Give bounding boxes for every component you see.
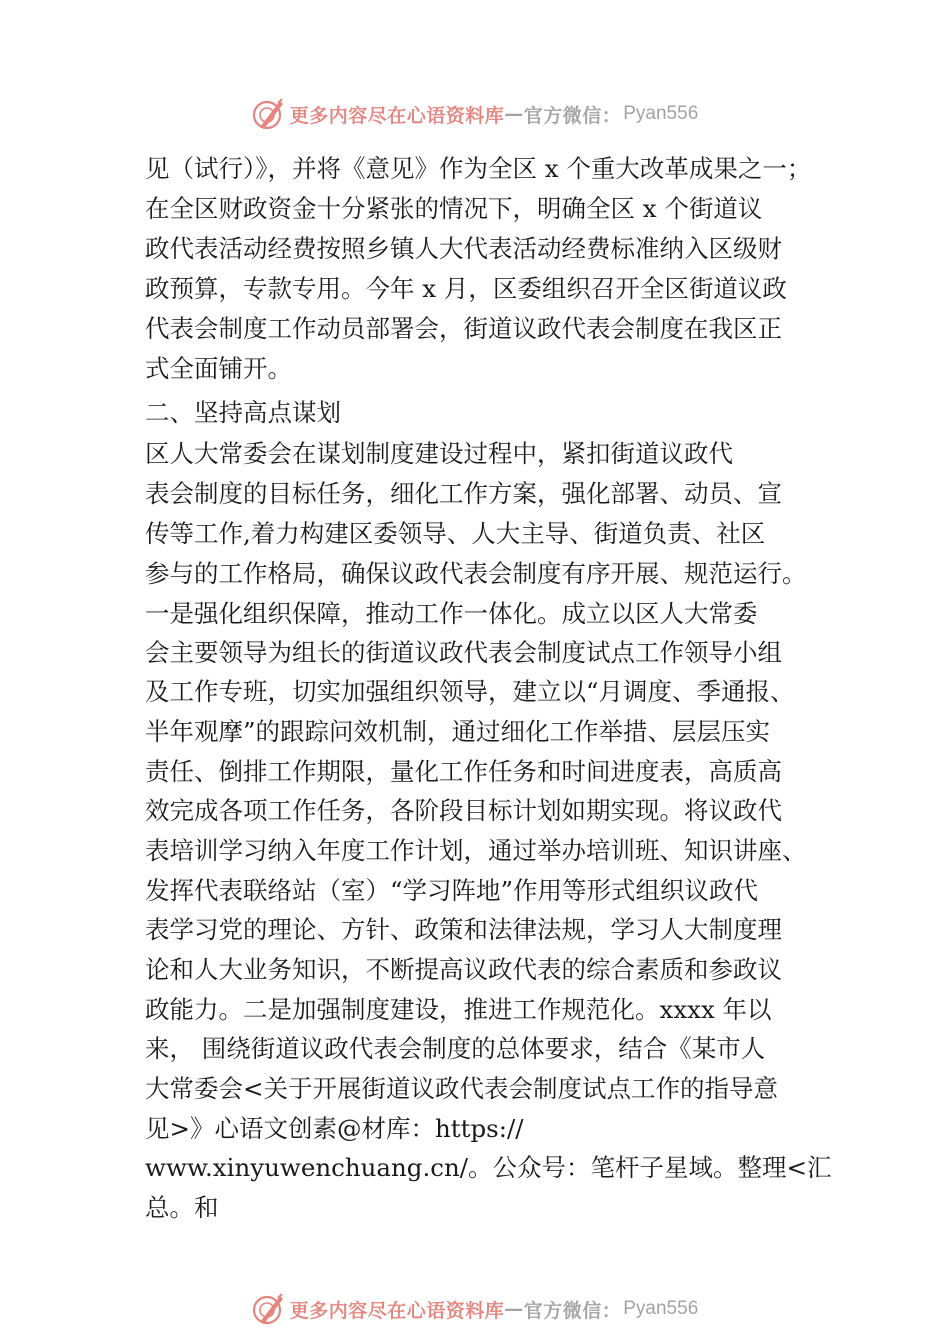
body-line: 在全区财政资金十分紧张的情况下，明确全区 x 个街道议 xyxy=(145,194,763,223)
body-line: 表学习党的理论、方针、政策和法律法规，学习人大制度理 xyxy=(145,915,782,944)
body-line: 表培训学习纳入年度工作计划，通过举办培训班、知识讲座、 xyxy=(145,836,807,865)
body-line: 大常委会<关于开展街道议政代表会制度试点工作的指导意 xyxy=(145,1074,779,1103)
body-line: 责任、倒排工作期限，量化工作任务和时间进度表，高质高 xyxy=(145,757,782,786)
body-line: 代表会制度工作动员部署会，街道议政代表会制度在我区正 xyxy=(145,314,782,343)
watermark-wechat-id: Pyan556 xyxy=(623,103,699,124)
body-line: 参与的工作格局，确保议政代表会制度有序开展、规范运行。 xyxy=(145,559,807,588)
body-line: 式全面铺开。 xyxy=(145,354,292,383)
body-line: 政代表活动经费按照乡镇人大代表活动经费标准纳入区级财 xyxy=(145,234,782,263)
body-line: 区人大常委会在谋划制度建设过程中，紧扣街道议政代 xyxy=(145,439,733,468)
pen-logo-icon xyxy=(252,1292,286,1326)
body-line: 会主要领导为组长的街道议政代表会制度试点工作领导小组 xyxy=(145,638,782,667)
body-line: 政能力。二是加强制度建设，推进工作规范化。xxxx 年以 xyxy=(145,995,772,1024)
watermark-main-text: 更多内容尽在心语资料库 xyxy=(289,104,505,127)
body-line: 传等工作,着力构建区委领导、人大主导、街道负责、社区 xyxy=(145,519,766,548)
body-line: 半年观摩”的跟踪问效机制，通过细化工作举措、层层压实 xyxy=(145,717,771,746)
body-line: 论和人大业务知识，不断提高议政代表的综合素质和参政议 xyxy=(145,955,782,984)
body-line: 见（试行）》，并将《意见》作为全区 x 个重大改革成果之一； xyxy=(145,154,812,183)
watermark-dash: — xyxy=(504,103,524,125)
watermark-main-text: 更多内容尽在心语资料库 xyxy=(289,1299,505,1322)
body-line: 发挥代表联络站（室）“学习阵地”作用等形式组织议政代 xyxy=(145,876,759,905)
body-line: 来， 围绕街道议政代表会制度的总体要求，结合《某市人 xyxy=(145,1034,766,1063)
body-line: 及工作专班，切实加强组织领导，建立以“月调度、季通报、 xyxy=(145,677,795,706)
body-line: 见>》心语文创素@材库：https:// xyxy=(145,1114,524,1143)
watermark-wechat-label: 官方微信： xyxy=(523,104,622,127)
footer-watermark-banner xyxy=(0,1289,950,1329)
watermark-wechat-label: 官方微信： xyxy=(523,1299,622,1322)
watermark-wechat-id: Pyan556 xyxy=(623,1298,699,1319)
body-line: 总。和 xyxy=(145,1193,219,1222)
body-line: 效完成各项工作任务，各阶段目标计划如期实现。将议政代 xyxy=(145,796,782,825)
body-line: www.xinyuwenchuang.cn/。公众号：笔杆子星域。整理<汇 xyxy=(145,1153,832,1182)
section-heading: 二、坚持高点谋划 xyxy=(145,398,341,427)
body-line: 政预算，专款专用。今年 x 月，区委组织召开全区街道议政 xyxy=(145,274,787,303)
body-line: 表会制度的目标任务，细化工作方案，强化部署、动员、宣 xyxy=(145,479,782,508)
watermark-dash: — xyxy=(504,1298,524,1320)
body-line: 一是强化组织保障，推动工作一体化。成立以区人大常委 xyxy=(145,599,758,628)
